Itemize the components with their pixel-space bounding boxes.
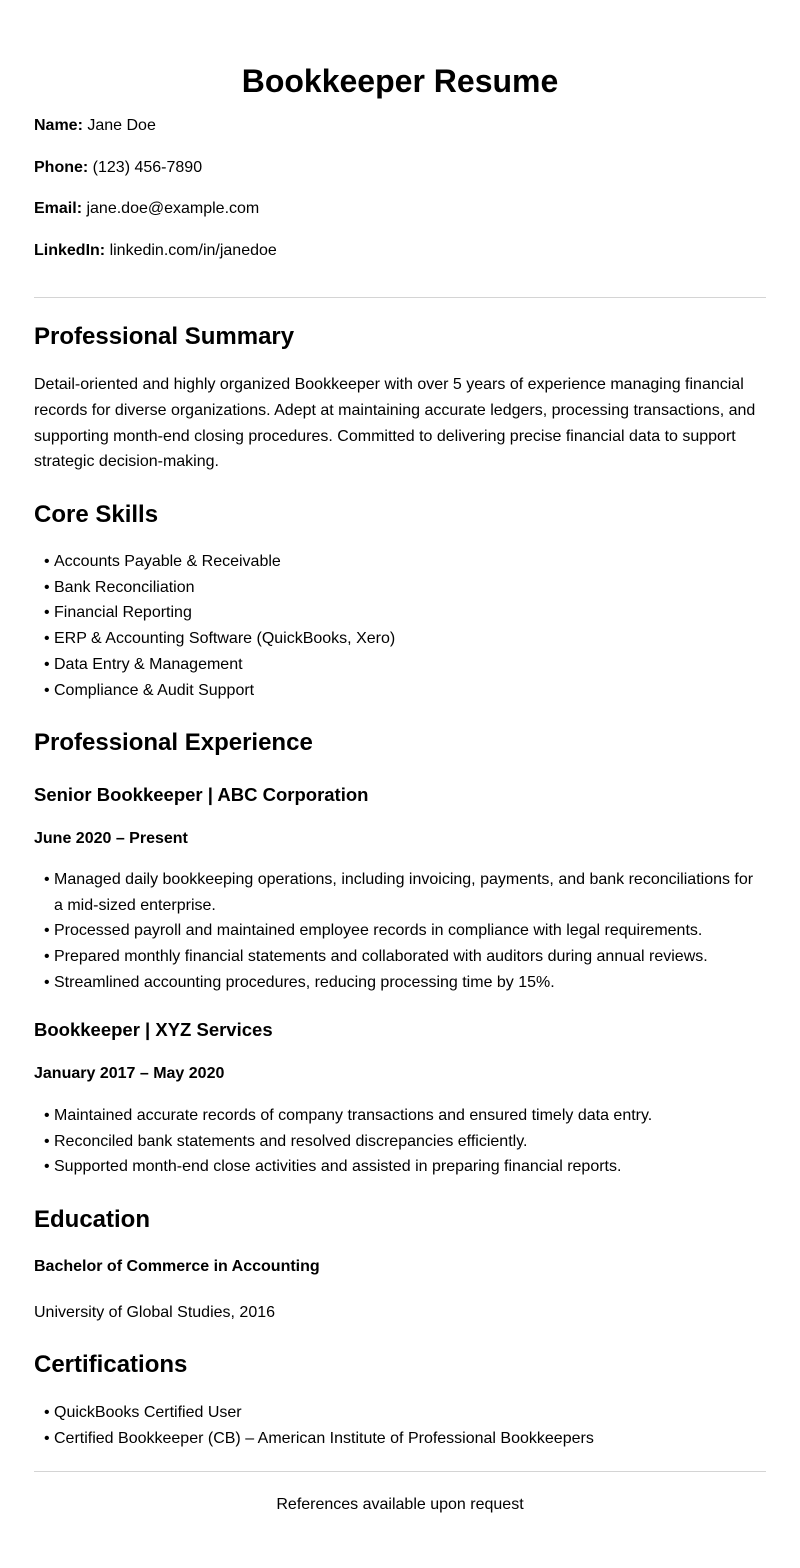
list-item: • Bank Reconciliation (44, 575, 766, 601)
contact-value: (123) 456-7890 (92, 158, 203, 176)
summary-text: Detail-oriented and highly organized Bookkeeper with over 5 years of experience managing financial records for diverse organizations. Adept at maintaining accurate ledgers, processing transactions, and supporting month-end closing procedures. Committed to delivering precise financial data to support strategic decision-making. (34, 376, 756, 471)
top-divider (34, 297, 766, 298)
contact-label: Phone: (34, 158, 89, 176)
list-item: • Prepared monthly financial statements and collaborated with auditors during annual reviews. (44, 944, 766, 970)
summary-heading: Professional Summary (34, 323, 295, 350)
job-dates: January 2017 – May 2020 (34, 1065, 225, 1082)
list-item: • Data Entry & Management (44, 652, 766, 678)
certifications-list (34, 1400, 766, 1451)
list-item: • Processed payroll and maintained employee records in compliance with legal requirements. (44, 918, 766, 944)
education-degree: Bachelor of Commerce in Accounting (34, 1258, 320, 1275)
contact-value: jane.doe@example.com (86, 200, 260, 217)
contact-label: Email: (34, 200, 83, 217)
job-bullets (34, 1103, 766, 1180)
list-item: • Compliance & Audit Support (44, 678, 766, 704)
contact-linkedin (34, 241, 766, 261)
footer-note: References available upon request (276, 1496, 524, 1513)
contact-name (34, 116, 766, 136)
list-item: • Financial Reporting (44, 600, 766, 626)
page-title: Bookkeeper Resume (241, 63, 559, 99)
list-item: • Certified Bookkeeper (CB) – American Institute of Professional Bookkeepers (44, 1426, 766, 1452)
job-title: Bookkeeper | XYZ Services (34, 1019, 273, 1040)
contact-phone (34, 158, 766, 178)
contact-value: Jane Doe (87, 117, 156, 134)
bottom-divider (34, 1471, 766, 1472)
education-school: University of Global Studies, 2016 (34, 1304, 276, 1321)
list-item: • Maintained accurate records of company transactions and ensured timely data entry. (44, 1103, 766, 1129)
contact-value: linkedin.com/in/janedoe (109, 241, 277, 259)
list-item: • QuickBooks Certified User (44, 1400, 766, 1426)
contact-info (34, 116, 766, 261)
list-item: • Reconciled bank statements and resolved discrepancies efficiently. (44, 1129, 766, 1155)
skills-list (34, 549, 766, 703)
contact-email (34, 199, 766, 219)
contact-label: LinkedIn: (34, 241, 106, 259)
certifications-heading: Certifications (34, 1351, 188, 1378)
list-item: • Accounts Payable & Receivable (44, 549, 766, 575)
education-heading: Education (34, 1206, 151, 1233)
skills-heading: Core Skills (34, 501, 159, 528)
experience-heading: Professional Experience (34, 729, 313, 756)
contact-label: Name: (34, 117, 83, 134)
list-item: • ERP & Accounting Software (QuickBooks, Xero) (44, 626, 766, 652)
job-dates: June 2020 – Present (34, 830, 188, 847)
job-title: Senior Bookkeeper | ABC Corporation (34, 784, 369, 805)
job-bullets (34, 867, 766, 996)
list-item: • Streamlined accounting procedures, reducing processing time by 15%. (44, 970, 766, 996)
list-item: • Supported month-end close activities and assisted in preparing financial reports. (44, 1154, 766, 1180)
list-item: • Managed daily bookkeeping operations, including invoicing, payments, and bank reconciliations for a mid-sized enterprise. (44, 867, 766, 918)
